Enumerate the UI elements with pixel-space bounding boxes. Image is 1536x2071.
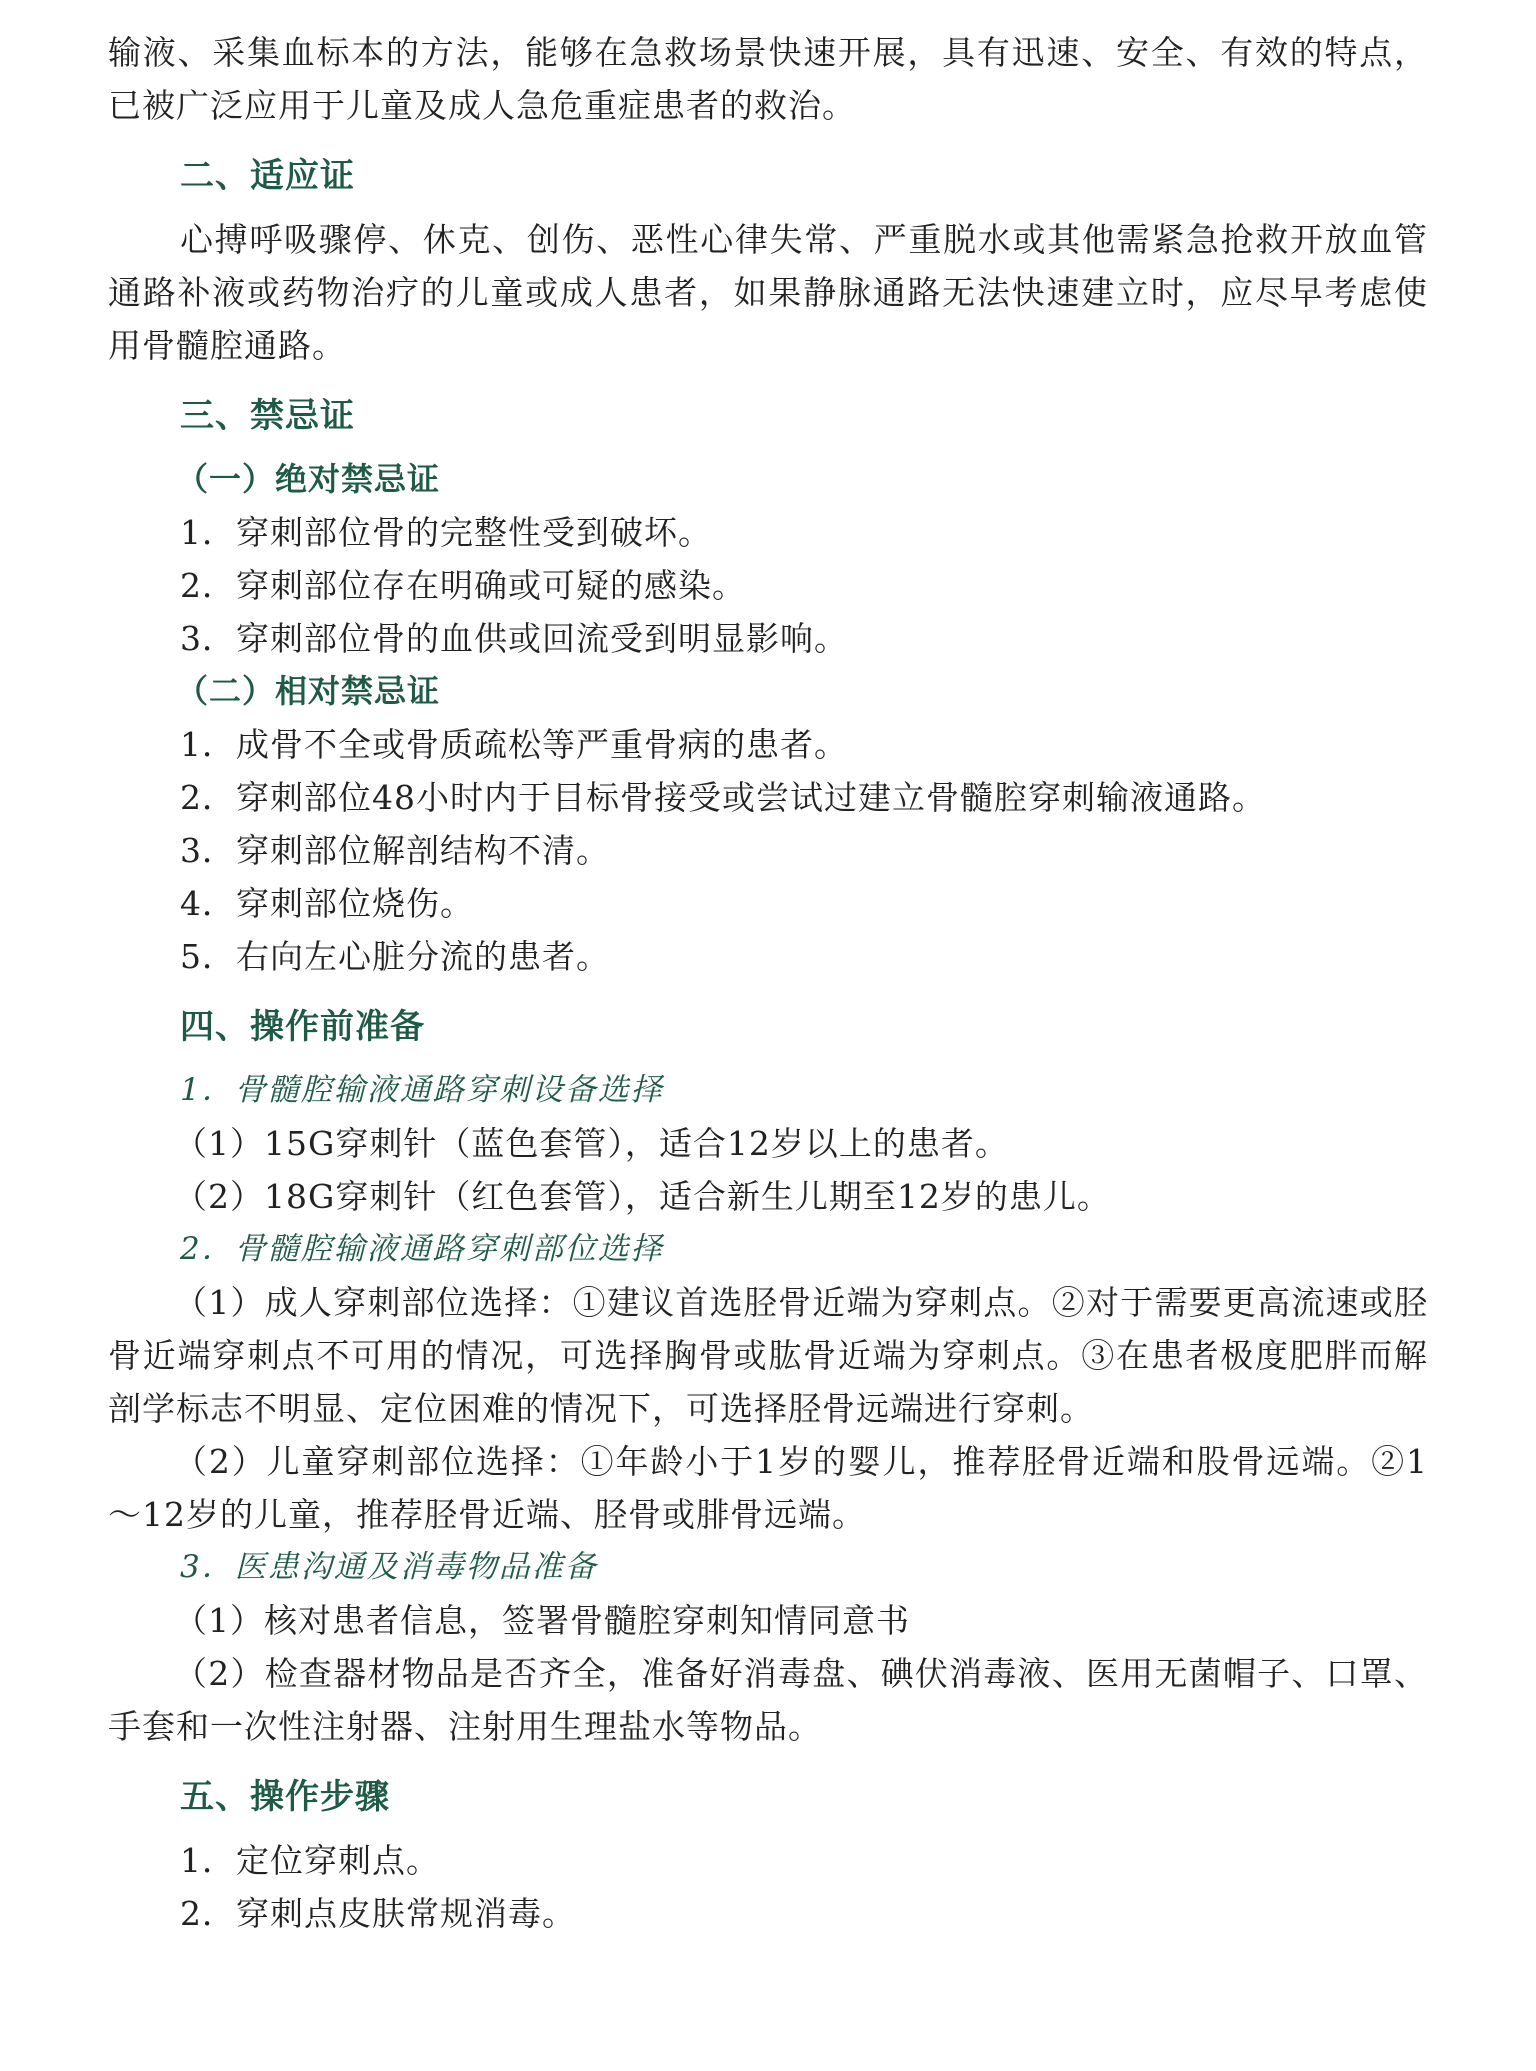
document-page [108,26,1428,1940]
section-heading-indications: 二、适应证 [180,156,355,196]
list-paragraph: （1）核对患者信息，签署骨髓腔穿刺知情同意书 [174,1601,910,1640]
list-paragraph: （2）儿童穿刺部位选择：①年龄小于1岁的婴儿，推荐胫骨近端和股骨远端。②1～12岁的儿童，推荐胫骨近端、胫骨或腓骨远端。 [108,1442,1428,1534]
section-heading-procedure: 五、操作步骤 [180,1777,390,1817]
list-item: 3．穿刺部位解剖结构不清。 [180,831,610,870]
list-item: 2．穿刺点皮肤常规消毒。 [180,1894,576,1933]
indications-paragraph: 心搏呼吸骤停、休克、创伤、恶性心律失常、严重脱水或其他需紧急抢救开放血管通路补液或药物治疗的儿童或成人患者，如果静脉通路无法快速建立时，应尽早考虑使用骨髓腔通路。 [108,220,1428,365]
list-item: （2）18G穿刺针（红色套管），适合新生儿期至12岁的患儿。 [174,1177,1111,1216]
subheading-site-selection: 2．骨髓腔输液通路穿刺部位选择 [180,1231,664,1267]
list-item: 2．穿刺部位48小时内于目标骨接受或尝试过建立骨髓腔穿刺输液通路。 [180,778,1266,817]
list-item: （1）15G穿刺针（蓝色套管），适合12岁以上的患者。 [174,1124,1009,1163]
list-item: 1．定位穿刺点。 [180,1841,440,1880]
subheading-absolute-contraindications: （一）绝对禁忌证 [176,460,441,498]
list-item: 5．右向左心脏分流的患者。 [180,937,610,976]
intro-paragraph: 输液、采集血标本的方法，能够在急救场景快速开展，具有迅速、安全、有效的特点，已被广泛应用于儿童及成人急危重症患者的救治。 [108,33,1428,125]
list-item: 2．穿刺部位存在明确或可疑的感染。 [180,566,746,605]
list-item: 4．穿刺部位烧伤。 [180,884,474,923]
subheading-relative-contraindications: （二）相对禁忌证 [176,672,441,710]
list-item: 3．穿刺部位骨的血供或回流受到明显影响。 [180,619,848,658]
list-paragraph: （2）检查器材物品是否齐全，准备好消毒盘、碘伏消毒液、医用无菌帽子、口罩、手套和一次性注射器、注射用生理盐水等物品。 [108,1654,1428,1746]
section-heading-contraindications: 三、禁忌证 [180,396,355,436]
subheading-communication-disinfection: 3．医患沟通及消毒物品准备 [180,1549,598,1585]
subheading-device-selection: 1．骨髓腔输液通路穿刺设备选择 [180,1072,664,1108]
list-paragraph: （1）成人穿刺部位选择：①建议首选胫骨近端为穿刺点。②对于需要更高流速或胫骨近端穿刺点不可用的情况，可选择胸骨或肱骨近端为穿刺点。③在患者极度肥胖而解剖学标志不明显、定位困难的情况下，可选择胫骨远端进行穿刺。 [108,1283,1428,1428]
list-item: 1．成骨不全或骨质疏松等严重骨病的患者。 [180,725,848,764]
section-heading-preparation: 四、操作前准备 [180,1007,425,1047]
list-item: 1．穿刺部位骨的完整性受到破坏。 [180,513,712,552]
